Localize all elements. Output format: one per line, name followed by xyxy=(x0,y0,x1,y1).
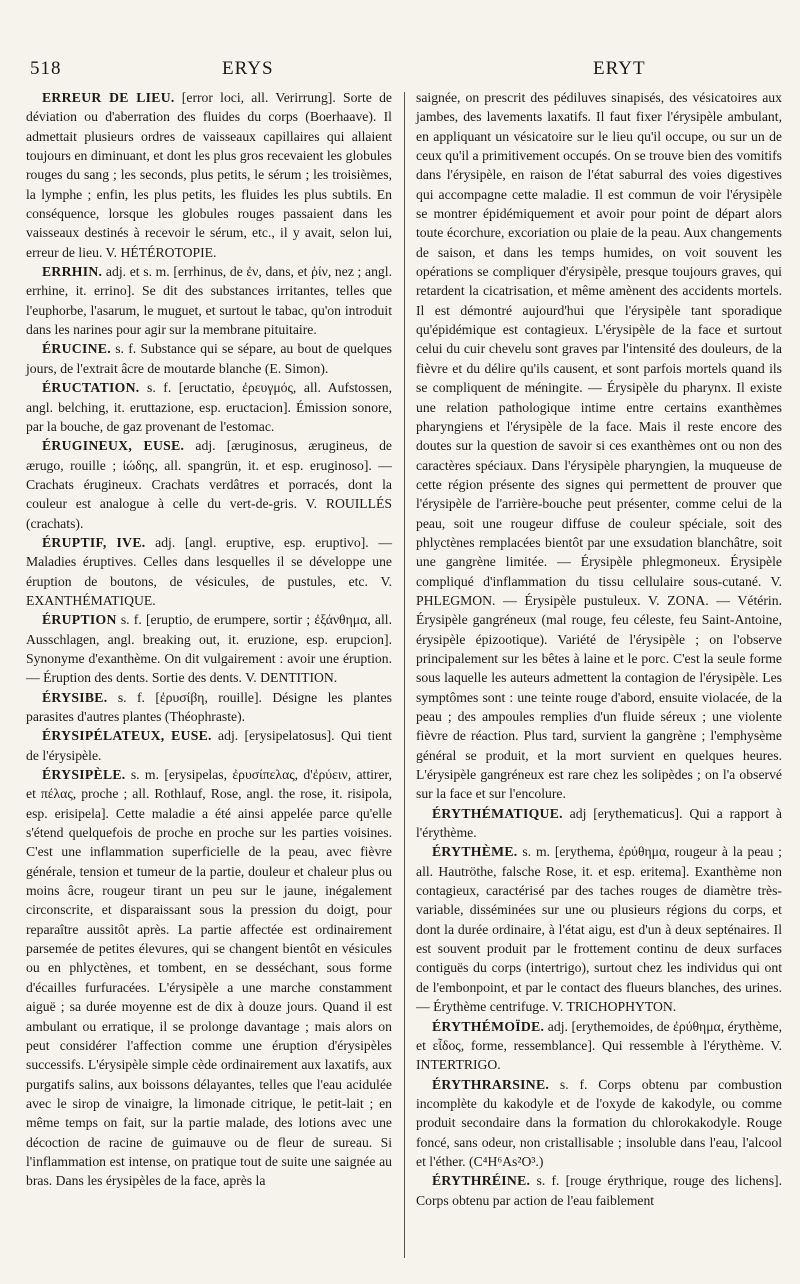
headword: ÉRYTHÉMATIQUE. xyxy=(432,805,563,821)
entry-body: s. m. [erythema, ἐρύθημα, rougeur à la peau ; all. Hautröthe, falsche Rose, it. et esp. eritema]. Exanthème non contagieux, caractérisé par des taches rouges de diamètre très-variable, disséminées sur une ou plusieurs régions du corps, et dont la durée ordinaire, à l'état aigu, est d'un à deux septénaires. Il est souvent produit par le frottement continu de deux surfaces contiguës du corps (intertrigo), surtout chez les individus qui ont de l'embonpoint, et par le contact des flueurs blanches, des urines. — Érythème centrifuge. V. TRICHOPHYTON. xyxy=(416,844,782,1015)
headword: ÉRUPTIF, IVE. xyxy=(42,534,146,550)
dictionary-entry xyxy=(26,610,392,687)
headword: ERREUR DE LIEU. xyxy=(42,90,175,105)
right-column xyxy=(416,88,782,1274)
dictionary-entry xyxy=(26,378,392,436)
dictionary-entry xyxy=(26,262,392,339)
headword: ÉRYSIBE. xyxy=(42,689,108,705)
headword: ÉRUPTION xyxy=(42,612,117,628)
left-running-head: ERYS xyxy=(222,58,274,79)
dictionary-entry xyxy=(26,436,392,533)
entry-body: adj. et s. m. [errhinus, de ἐν, dans, et ῥίν, nez ; angl. errhine, it. errino]. Se dit des substances irritantes, telles que l'euphorbe, l'asarum, le muguet, et surtout le tabac, qu'on introduit dans les narines pour agir sur la membrane pituitaire. xyxy=(26,264,392,338)
headword: ÉRUCTATION. xyxy=(42,380,140,396)
headword: ÉRUCINE. xyxy=(42,341,111,357)
page-number: 518 xyxy=(30,58,62,79)
dictionary-entry xyxy=(416,842,782,1016)
dictionary-entry xyxy=(26,533,392,610)
headword: ÉRYTHÉMOÏDE. xyxy=(432,1018,545,1034)
dictionary-entry xyxy=(416,1171,782,1210)
entry-body: s. f. [ἐρυσίβη, rouille]. Désigne les plantes parasites d'autres plantes (Théophraste). xyxy=(26,689,392,724)
entry-body: s. f. Substance qui se sépare, au bout de quelques jours, de l'extrait âcre de moutarde blanche (E. Simon). xyxy=(26,341,392,376)
entry-body: s. f. [eruptio, de erumpere, sortir ; ἐξάνθημα, all. Ausschlagen, angl. breaking out, it. eruzione, esp. erupcion]. Synonyme d'exanthème. On dit vulgairement : avoir une éruption. — Éruption des dents. Sortie des dents. V. DENTITION. xyxy=(26,612,392,686)
headword: ÉRYSIPÉLATEUX, EUSE. xyxy=(42,728,212,744)
running-head xyxy=(30,58,760,84)
headword: ÉRYTHRARSINE. xyxy=(432,1076,550,1092)
right-running-head: ERYT xyxy=(593,58,646,79)
entry-body: s. f. Corps obtenu par combustion incomplète du kakodyle et de l'oxyde de kakodyle, ou comme produit secondaire dans la formation du chlorokakodyle. Rouge foncé, sans odeur, non cristallisable ; insoluble dans l'eau, l'alcool et l'éther. (C⁴H⁶As²O³.) xyxy=(416,1076,782,1169)
headword: ÉRYTHÈME. xyxy=(432,844,518,860)
entry-body: adj. [erythemoides, de ἐρύθημα, érythème, et εἶδος, forme, ressemblance]. Qui ressemble à l'érythème. V. INTERTRIGO. xyxy=(416,1018,782,1073)
headword: ÉRYSIPÈLE. xyxy=(42,767,126,783)
dictionary-entry xyxy=(416,1075,782,1172)
text-columns xyxy=(26,88,782,1274)
left-column xyxy=(26,88,392,1274)
entry-continuation xyxy=(416,88,782,804)
dictionary-entry xyxy=(26,339,392,378)
entry-body: s. f. [rouge érythrique, rouge des lichens]. Corps obtenu par action de l'eau faiblement xyxy=(416,1173,782,1208)
entry-body: s. f. [eructatio, ἐρευγμός, all. Aufstossen, angl. belching, it. eruttazione, esp. eructacion]. Émission sonore, par la bouche, de gaz provenant de l'estomac. xyxy=(26,380,392,434)
entry-body: adj. [æruginosus, ærugineus, de ærugo, rouille ; ἰώδης, all. spangrün, it. et esp. eruginoso]. — Crachats érugineux. Crachats verdâtres et porracés, dont la couleur est analogue à celle du vert-de-gris. V. ROUILLÉS (crachats). xyxy=(26,438,392,531)
headword: ÉRUGINEUX, EUSE. xyxy=(42,438,185,454)
entry-body: adj [erythematicus]. Qui a rapport à l'érythème. xyxy=(416,805,782,841)
dictionary-entry xyxy=(416,804,782,843)
dictionary-entry xyxy=(416,1017,782,1075)
column-divider xyxy=(404,92,405,1258)
dictionary-entry xyxy=(26,88,392,262)
entry-body: adj. [angl. eruptive, esp. eruptivo]. — Maladies éruptives. Celles dans lesquelles il se développe une éruption de boutons, de vésicules, de pustules, etc. V. EXANTHÉMATIQUE. xyxy=(26,534,393,608)
entry-body: s. m. [erysipelas, ἐρυσίπελας, d'ἐρύειν, attirer, et πέλας, proche ; all. Rothlauf, Rose, angl. the rose, it. risipola, esp. erisipela]. Cette maladie a été ainsi appelée parce qu'elle s'étend quelquefois de proche en proche sur les parties voisines. C'est une inflammation superficielle de la peau, avec fièvre générale, tension et tumeur de la partie, douleur et chaleur plus ou moins âcre, rougeur tirant un peu sur le jaune, inégalement circonscrite, et disparaissant sous la pression du doigt, pour reparaître aussitôt après. La partie affectée est ordinairement parsemée de petites élevures, qui se changent bientôt en vésicules ou en phlyctènes, et tombent, en se desséchant, sous forme d'écailles furfuracées. L'érysipèle a une marche constamment aiguë ; sa durée moyenne est de dix à douze jours. Quand il est ambulant ou erratique, il se prolonge davantage ; mais alors on peut considérer l'affection comme une éruption d'érysipèles successifs. L'érysipèle simple cède ordinairement aux laxatifs, aux purgatifs salins, aux boissons délayantes, telles que l'eau acidulée avec le sirop de vinaigre, la limonade citrique, le petit-lait ; en même temps on fait, sur la partie malade, des lotions avec une décoction de racine de guimauve ou de fleur de sureau. Si l'inflammation est intense, on pratique tout de suite une saignée au bras. Dans les érysipèles de la face, après la xyxy=(26,767,392,1189)
entry-body: saignée, on prescrit des pédiluves sinapisés, des vésicatoires aux jambes, des lavements laxatifs. Il faut fixer l'érysipèle ambulant, en appliquant un vésicatoire sur le lieu qu'il occupe, ou sur un de ceux qu'il a primitivement occupés. On se trouve bien des vomitifs dans l'érysipèle, en raison de l'état saburral des voies digestives qui accompagne cette maladie. Il est commun de voir l'érysipèle se montrer épidémiquement et avoir pour point de départ alors toute écorchure, excoriation ou plaie de la peau. Aux changements de saison, et dans les temps humides, on voit souvent les opérations se compliquer d'érysipèle, presque toujours graves, qui retardent la cicatrisation, et même amènent des accidents mortels. Il est démontré aujourd'hui que l'érysipèle tant sporadique qu'épidémique est contagieux. L'érysipèle de la face et surtout celui du cuir chevelu sont graves par l'intensité des douleurs, de la fièvre et du délire qu'ils causent, et sont parfois mortels quand ils se compliquent de méningite. — Érysipèle du pharynx. Il existe une relation pathologique intime entre certains exanthèmes pharyngiens et l'érysipèle de la face. Mais il reste encore des doutes sur la question de savoir si ces exanthèmes ont ou non des caractères spéciaux. Dans l'érysipèle pharyngien, la muqueuse de cette région présente des signes qui permettent de prouver que l'érysipèle de l'arrière-bouche peut présenter, comme celui de la peau, soit une rougeur diffuse de couleur spéciale, soit des phlyctènes remplacées bientôt par une exsudation blanchâtre, soit une gangrène limitée. — Érysipèle phlegmoneux. Érysipèle compliqué d'inflammation du tissu cellulaire sous-cutané. V. PHLEGMON. — Érysipèle pustuleux. V. ZONA. — Vétérin. Érysipèle gangréneux (mal rouge, feu céleste, feu Saint-Antoine, érysipèle épizootique). Variété de l'érysipèle ; on l'observe principalement sur les bêtes à laine et le porc. C'est la seule forme sous laquelle les auteurs admettent la contagion de l'érysipèle. Les symptômes sont : une teinte rouge d'abord, ensuite violacée, de la peau ; des ampoules remplies d'un fluide séreux ; une violente fièvre de réaction. Plus tard, survient la gangrène ; l'emphysème général se produit, et la mort survient en quelques heures. L'érysipèle gangréneux est rare chez les solipèdes ; on l'a observé sur la face et sur l'encolure. xyxy=(416,90,782,802)
entry-body: adj. [erysipelatosus]. Qui tient de l'érysipèle. xyxy=(26,728,392,763)
headword: ERRHIN. xyxy=(42,264,103,280)
dictionary-entry xyxy=(26,688,392,727)
entry-body: [error loci, all. Verirrung]. Sorte de déviation ou d'aberration des fluides du corps (Boerhaave). Il admettait plusieurs ordres de vaisseaux capillaires qui allaient toujours en diminuant, et dont les plus gros recevaient les globules rouges du sang ; les seconds, plus petits, le sérum ; les troisièmes, la lymphe ; enfin, les plus petits, les fluides les plus subtils. En conséquence, lorsque les globules rouges passaient dans les vaisseaux destinés à recevoir le sérum, etc., il y avait, selon lui, erreur de lieu. V. HÉTÉROTOPIE. xyxy=(26,90,392,260)
dictionary-entry xyxy=(26,726,392,765)
dictionary-entry xyxy=(26,765,392,1191)
headword: ÉRYTHRÉINE. xyxy=(432,1173,531,1189)
